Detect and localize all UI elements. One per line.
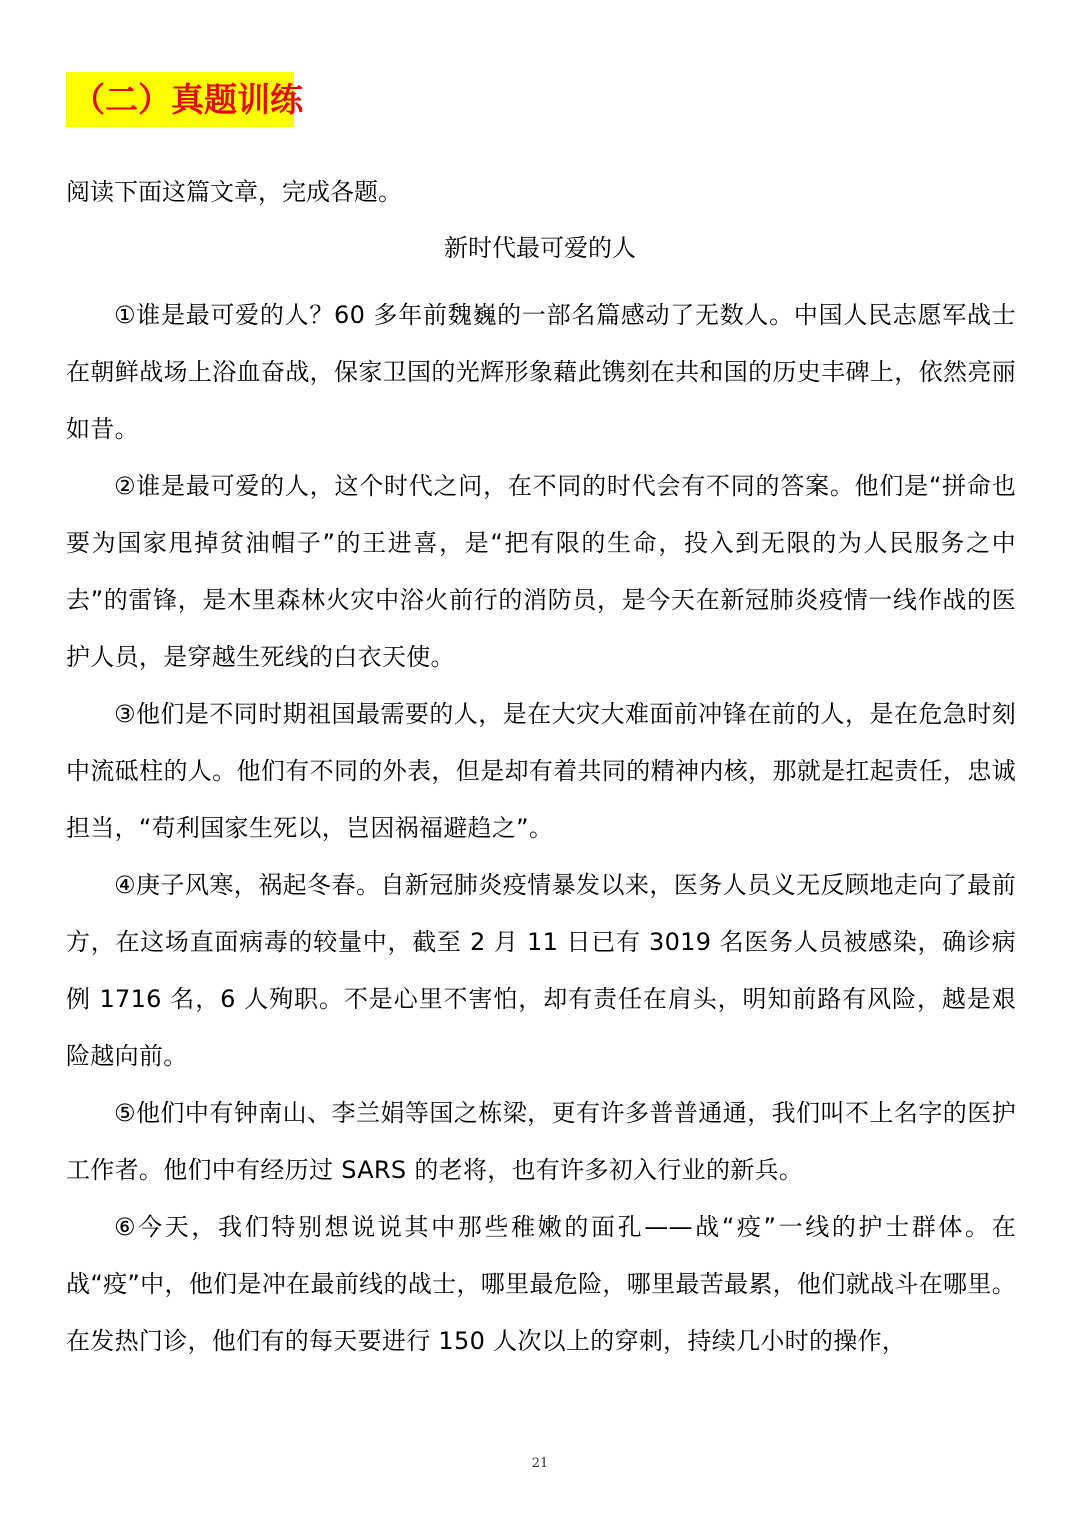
section-heading: （二）真题训练 [72,80,303,119]
paragraph-6: ⑥今天，我们特别想说说其中那些稚嫩的面孔——战“疫”一线的护士群体。在战“疫”中，他们是冲在最前线的战士，哪里最危险，哪里最苦最累，他们就战斗在哪里。在发热门诊，他们有的每天要进行 150 人次以上的穿刺，持续几小时的操作， [66,1213,1016,1355]
paragraph-2: ②谁是最可爱的人，这个时代之问，在不同的时代会有不同的答案。他们是“拼命也要为国家甩掉贫油帽子”的王进喜，是“把有限的生命，投入到无限的为人民服务之中去”的雷锋，是木里森林火灾中浴火前行的消防员，是今天在新冠肺炎疫情一线作战的医护人员，是穿越生死线的白衣天使。 [66,472,1016,671]
article-body [66,287,1016,1370]
paragraph-5: ⑤他们中有钟南山、李兰娟等国之栋梁，更有许多普普通通，我们叫不上名字的医护工作者。他们中有经历过 SARS 的老将，也有许多初入行业的新兵。 [66,1099,1016,1184]
paragraph-3: ③他们是不同时期祖国最需要的人，是在大灾大难面前冲锋在前的人，是在危急时刻中流砥柱的人。他们有不同的外表，但是却有着共同的精神内核，那就是扛起责任，忠诚担当，“苟利国家生死以，岂因祸福避趋之”。 [66,700,1016,842]
paragraph-4: ④庚子风寒，祸起冬春。自新冠肺炎疫情暴发以来，医务人员义无反顾地走向了最前方，在这场直面病毒的较量中，截至 2 月 11 日已有 3019 名医务人员被感染，确诊病例 1716 名，6 人殉职。不是心里不害怕，却有责任在肩头，明知前路有风险，越是艰险越向前。 [66,871,1016,1070]
paragraph-1: ①谁是最可爱的人？60 多年前魏巍的一部名篇感动了无数人。中国人民志愿军战士在朝鲜战场上浴血奋战，保家卫国的光辉形象藉此镌刻在共和国的历史丰碑上，依然亮丽如昔。 [66,301,1016,443]
reading-instruction: 阅读下面这篇文章，完成各题。 [66,178,402,206]
article-title: 新时代最可爱的人 [444,234,636,262]
page-number: 21 [531,1456,549,1471]
